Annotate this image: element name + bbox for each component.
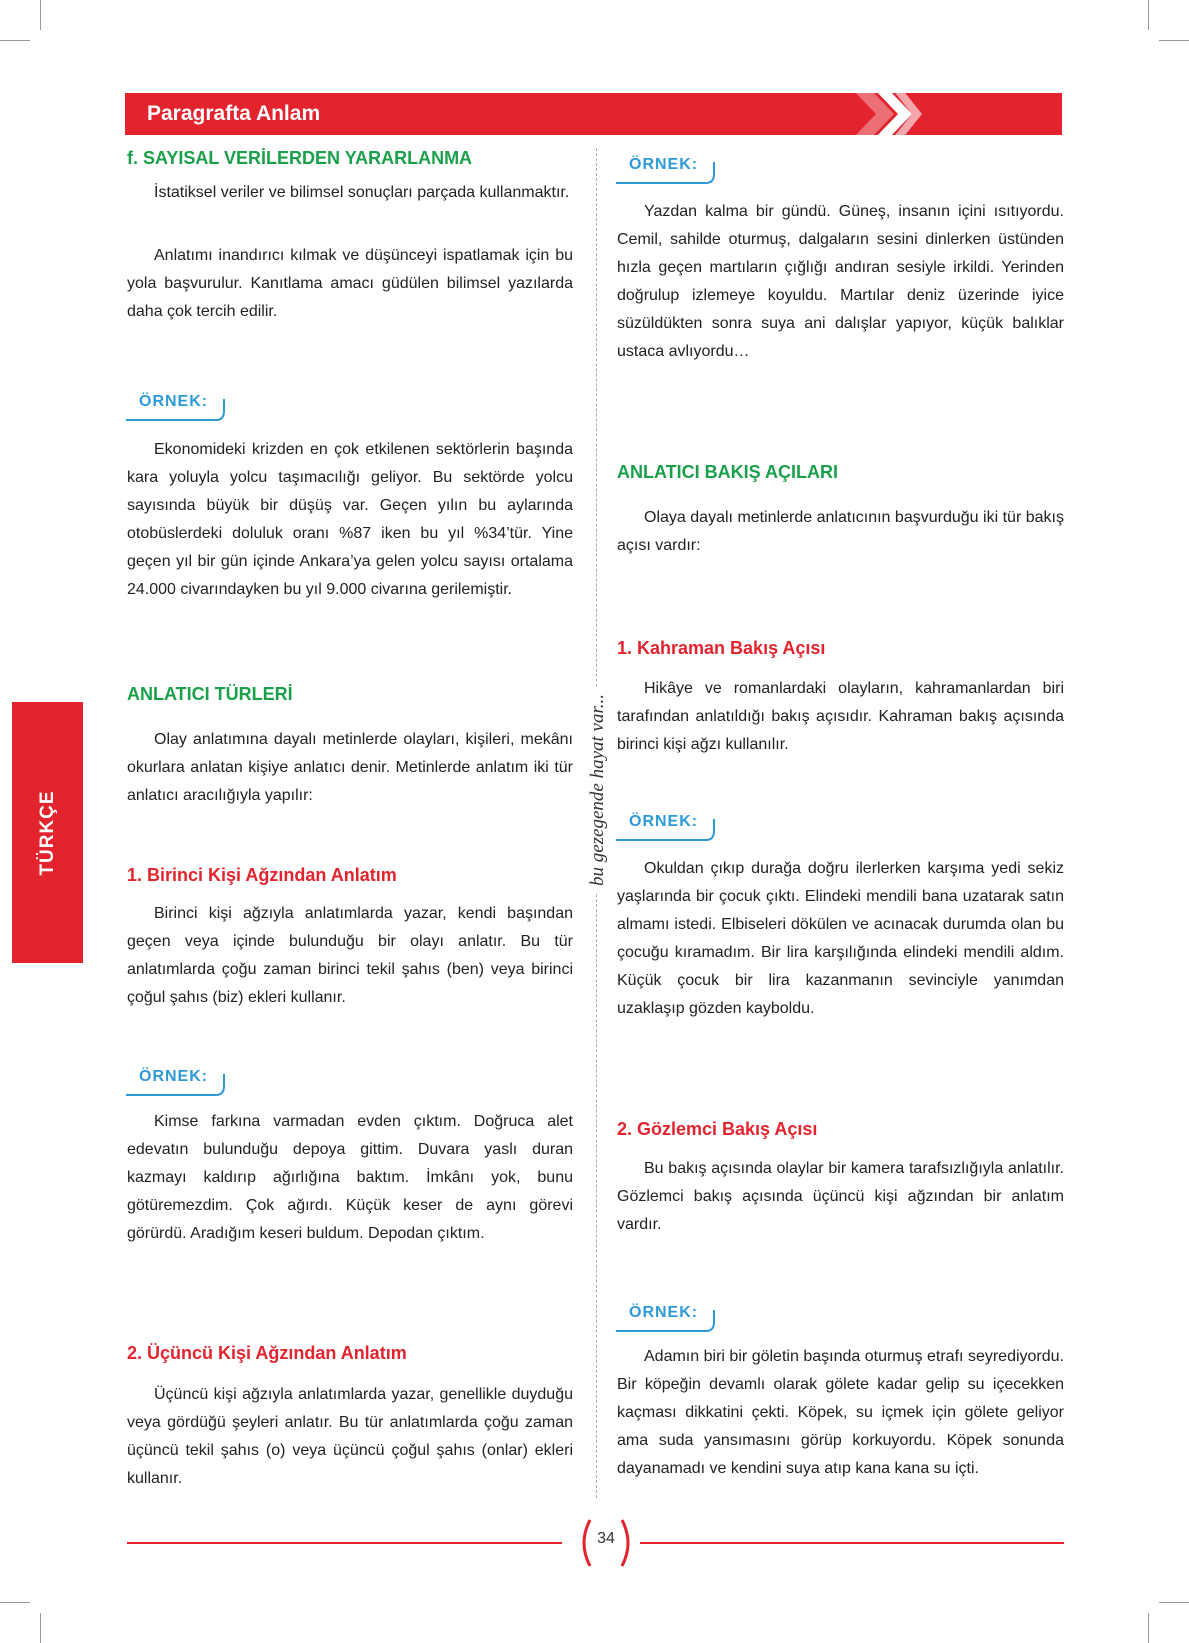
paragraph: Anlatımı inandırıcı kılmak ve düşünceyi ispatlamak için bu yola başvurulur. Kanıtlama amacı güdülen bilimsel yazılarda daha çok tercih edilir. — [127, 247, 573, 320]
subsection-title-ucuncu-kisi: 2. Üçüncü Kişi Ağzından Anlatım — [127, 1343, 407, 1363]
subsection-title-gozlemci: 2. Gözlemci Bakış Açısı — [617, 1119, 818, 1139]
paragraph: Birinci kişi ağzıyla anlatımlarda yazar, kendi başından geçen veya içinde bulunduğu bir olayı anlatır. Bu tür anlatımlarda çoğu zaman birinci tekil şahıs (ben) veya birinci çoğul şahıs (biz) ekleri kullanır. — [127, 905, 573, 1006]
subsection-title-kahraman: 1. Kahraman Bakış Açısı — [617, 638, 826, 658]
example-paragraph: Okuldan çıkıp durağa doğru ilerlerken karşıma yedi sekiz yaşlarında bir çocuk çıktı. Elindeki mendili bana uzatarak satın almamı istedi. Elbiseleri dökülen ve acınacak durumda olan bu çocuğu kıramadım. Bir lira karşılığında elindeki mendili aldım. Küçük çocuk bir lira kazanmanın sevinciyle yanımdan uzaklaşıp gözden kayboldu. — [617, 860, 1064, 1017]
ornek-text: ÖRNEK: — [629, 1304, 699, 1321]
ornek-label — [614, 154, 718, 186]
paragraph: Hikâye ve romanlardaki olayların, kahramanlardan biri tarafından anlatıldığı bakış açısıdır. Kahraman bakış açısında birinci kişi ağzı kullanılır. — [617, 680, 1064, 753]
crop-mark — [1159, 40, 1189, 41]
chapter-title: Paragrafta Anlam — [147, 102, 321, 125]
page-number: 34 — [597, 1530, 615, 1547]
paragraph: Üçüncü kişi ağzıyla anlatımlarda yazar, genellikle duyduğu veya gördüğü şeyleri anlatır. Bu tür anlatımlarda çoğu zaman üçüncü tekil şahıs (o) veya üçüncü çoğul şahıs (onlar) ekleri kullanır. — [127, 1386, 573, 1487]
crop-mark — [1159, 1602, 1189, 1603]
slogan: bu gezegende hayat var... — [587, 688, 609, 892]
section-title-sayisal: f. SAYISAL VERİLERDEN YARARLANMA — [127, 148, 473, 168]
subsection-title-birinci-kisi: 1. Birinci Kişi Ağzından Anlatım — [127, 865, 397, 885]
crop-mark — [0, 40, 30, 41]
example-paragraph: Adamın biri bir göletin başında oturmuş etrafı seyrediyordu. Bir köpeğin devamlı olarak gölete kadar gelip su içecekken kaçması dikkatini çekti. Köpek, su içmek için gölete geliyor ama suda yansımasını görüp korkuyordu. Köpek sonunda dayanamadı ve kendini suya atıp kana kana su içti. — [617, 1348, 1064, 1477]
example-paragraph: Ekonomideki krizden en çok etkilenen sektörlerin başında kara yoluyla yolcu taşımacılığı geliyor. Bu sektörde yolcu sayısında büyük bir düşüş var. Geçen yılın bu aylarında otobüslerdeki doluluk oranı %87 iken bu yıl %34’tür. Yine geçen yıl bir gün içinde Ankara’ya gelen yolcu sayısı ortalama 24.000 civarındayken bu yıl 9.000 civarına gerilemiştir. — [127, 441, 573, 598]
crop-mark — [40, 0, 41, 30]
ornek-text: ÖRNEK: — [629, 813, 699, 830]
ornek-label — [124, 391, 228, 423]
paragraph: Olaya dayalı metinlerde anlatıcının başvurduğu iki tür bakış açısı vardır: — [617, 509, 1064, 554]
crop-mark — [0, 1602, 30, 1603]
section-title-anlatici-turleri: ANLATICI TÜRLERİ — [127, 684, 293, 704]
example-paragraph: Kimse farkına varmadan evden çıktım. Doğruca alet edevatın bulunduğu depoya gittim. Duvara yaslı duran kazmayı kaldırıp ağırlığına baktım. İmkânı yok, bunu götüremezdim. Çok ağırdı. Küçük keser de aynı görevi görürdü. Aradığım keseri buldum. Depodan çıktım. — [127, 1113, 573, 1242]
ornek-label — [614, 811, 718, 843]
paragraph: Bu bakış açısında olaylar bir kamera tarafsızlığıyla anlatılır. Gözlemci bakış açısında üçüncü kişi ağzından bir anlatım vardır. — [617, 1160, 1064, 1233]
example-paragraph: Yazdan kalma bir gündü. Güneş, insanın içini ısıtıyordu. Cemil, sahilde oturmuş, dalgaların sesini dinlerken üstünden hızla geçen martıların çığlığı andıran sesiyle irkildi. Yerinden doğrulup izlemeye koyuldu. Martılar deniz üzerinde iyice süzüldükten sonra suya ani dalışlar yapıyor, küçük balıklar ustaca avlıyordu… — [617, 203, 1064, 360]
footer-line-left — [127, 1542, 562, 1544]
crop-mark — [1148, 0, 1149, 30]
ornek-label — [124, 1066, 228, 1098]
crop-mark — [1148, 1613, 1149, 1643]
ornek-label — [614, 1302, 718, 1334]
subject-side-tab — [12, 702, 83, 963]
chevron-decoration-icon — [852, 85, 922, 143]
paragraph: İstatiksel veriler ve bilimsel sonuçları parçada kullanmaktır. — [154, 184, 570, 201]
subject-label: TÜRKÇE — [36, 789, 58, 876]
section-title-bakis-acilari: ANLATICI BAKIŞ AÇILARI — [617, 462, 838, 482]
crop-mark — [40, 1613, 41, 1643]
footer-line-right — [640, 1542, 1064, 1544]
ornek-text: ÖRNEK: — [139, 393, 209, 410]
chapter-header — [125, 93, 1062, 135]
paragraph: Olay anlatımına dayalı metinlerde olayları, kişileri, mekânı okurlara anlatan kişiye anlatıcı denir. Metinlerde anlatım iki tür anlatıcı aracılığıyla yapılır: — [127, 731, 573, 804]
ornek-text: ÖRNEK: — [629, 156, 699, 173]
ornek-text: ÖRNEK: — [139, 1068, 209, 1085]
